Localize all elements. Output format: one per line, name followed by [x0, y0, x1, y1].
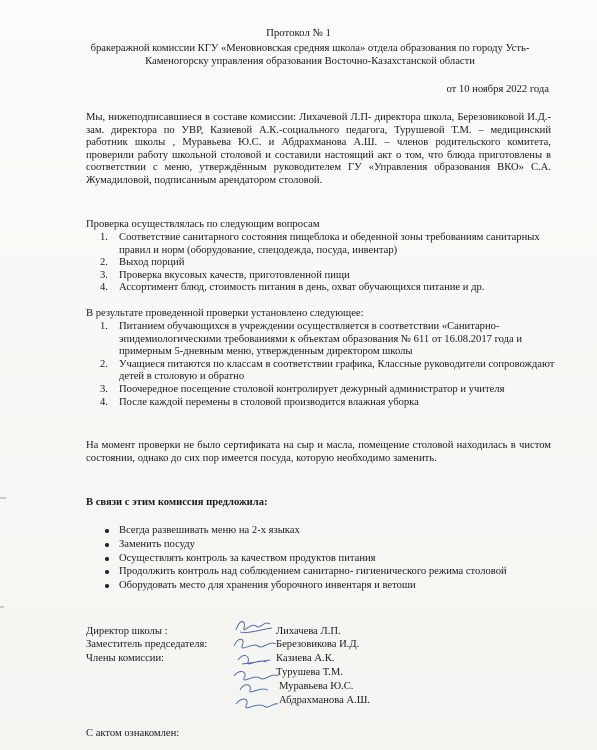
list-item: 4. Ассортимент блюд, стоимость питания в день, охват обучающихся питание и др.	[100, 282, 485, 294]
document-date: от 10 ноября 2022 года	[446, 84, 549, 95]
list-item: Продолжить контроль над соблюдением санитарно- гигиенического режима столовой	[86, 565, 556, 579]
list-item: Осуществлять контроль за качеством продуктов питания	[86, 552, 556, 566]
result-intro: В результате проведенной проверки установлено следующее:	[86, 308, 364, 319]
director-name: Лихачева Л.П.	[276, 626, 341, 637]
check-list	[86, 232, 556, 295]
member-name: Казиева А.К.	[276, 653, 335, 664]
bullet-icon	[105, 557, 109, 561]
list-item: 2. Выход порций	[100, 257, 185, 269]
bullet-icon	[105, 529, 109, 533]
signature-member-3	[240, 685, 268, 692]
result-list	[86, 321, 556, 409]
member-name: Турушева Т.М.	[276, 667, 343, 678]
bullet-icon	[105, 570, 109, 574]
handwritten-signatures	[230, 616, 282, 716]
list-item: 2. Учащиеся питаются по классам в соответствии графика, Классные руководители сопровождают детей в столовую и обратно	[100, 358, 555, 383]
signature-member-4	[236, 699, 278, 708]
proposal-list	[86, 524, 556, 593]
scan-mark	[0, 497, 6, 499]
signature-deputy	[234, 639, 276, 648]
deputy-name: Березовикова И.Д.	[276, 639, 360, 650]
document-subtitle: бракеражной комиссии КГУ «Меновновская средняя школа» отдела образования по городу Усть- Каменогорску управления образования Восточно-Казахстанской области	[90, 43, 530, 67]
bullet-icon	[105, 543, 109, 547]
list-item: 3. Поочередное посещение столовой контролирует дежурный администратор и учителя	[100, 383, 505, 395]
list-item: Оборудовать место для хранения уборочного инвентаря и ветоши	[86, 579, 556, 593]
signature-member-1	[238, 656, 270, 664]
intro-paragraph: Мы, нижеподписавшиеся в составе комиссии: Лихачевой Л.П- директора школа, Березовиковой И.Д.- зам. директора по УВР, Казиевой А.К.-социального педагога, Турушевой Т.М. – медицинский работник школы , Муравьева Ю.С. и Абдрахманова А.Ш. – членов родительского комитета, проверили работу школьной столовой и составили настоящий акт о том, что блюда приготовлены в соответствии с меню, утверждённым руководителем ГУ «Управления образования ВКО» С.А. Жумадиловой, подписанным арендатором столовой.	[86, 112, 551, 186]
list-item: 1. Соответствие санитарного состояния пищеблока и обеденной зоны требованиям санитарных правил и норм (оборудование, спецодежда, посуда, инвентар)	[100, 232, 540, 256]
director-label: Директор школы :	[86, 626, 168, 637]
list-item: 1. Питанием обучающихся в учреждении осуществляется в соответствии «Санитарно- эпидемиологическими требованиями к объектам образования № 611 от 16.08.2017 года и примерным 5-дневным меню, утвержденным директором школы	[100, 321, 523, 358]
acknowledged-label: С актом ознакомлен:	[86, 728, 180, 739]
signature-director	[236, 622, 272, 633]
check-intro: Проверка осуществлялась по следующим вопросам	[86, 219, 320, 230]
list-item: 3. Проверка вкусовых качеств, приготовленной пищи	[100, 269, 350, 281]
list-item: Заменить посуду	[86, 538, 556, 552]
member-name: Абдрахманова А.Ш.	[279, 695, 371, 706]
bullet-icon	[105, 584, 109, 588]
document-title: Протокол № 1	[266, 27, 331, 39]
list-item: 4. После каждой перемены в столовой производится влажная уборка	[100, 396, 419, 408]
list-item: Всегда развешивать меню на 2-х языках	[86, 524, 556, 538]
member-name: Муравьева Ю.С.	[279, 681, 354, 692]
members-label: Члены комиссии:	[86, 653, 165, 664]
scan-mark	[0, 606, 4, 608]
signature-member-2	[234, 672, 278, 680]
deputy-label: Заместитель председателя:	[86, 639, 208, 650]
final-paragraph: На момент проверки не было сертификата на сыр и масла, помещение столовой находилась в чистом состоянии, однако до сих пор имеется посуда, которую необходимо заменить.	[86, 440, 551, 464]
proposal-heading: В связи с этим комиссия предложила:	[86, 497, 268, 508]
